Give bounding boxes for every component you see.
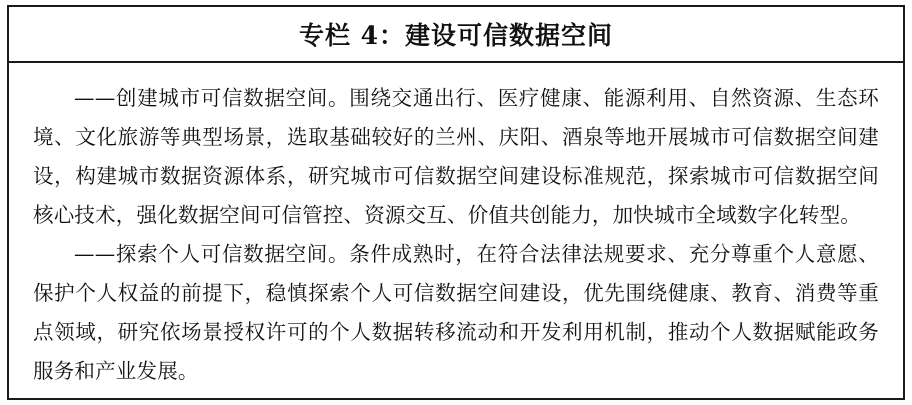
paragraph: ——探索个人可信数据空间。条件成熟时，在符合法律法规要求、充分尊重个人意愿、保护个人权益的前提下，稳慎探索个人可信数据空间建设，优先围绕健康、教育、消费等重点领域，研究依场景授权许可的个人数据转移流动和开发利用机制，推动个人数据赋能政务服务和产业发展。 <box>33 242 879 383</box>
callout-box-title: 专栏 4：建设可信数据空间 <box>298 21 614 50</box>
paragraph: ——创建城市可信数据空间。围绕交通出行、医疗健康、能源利用、自然资源、生态环境、文化旅游等典型场景，选取基础较好的兰州、庆阳、酒泉等地开展城市可信数据空间建设，构建城市数据资源体系，研究城市可信数据空间建设标准规范，探索城市可信数据空间核心技术，强化数据空间可信管控、资源交互、价值共创能力，加快城市全域数字化转型。 <box>33 86 879 227</box>
callout-box-header <box>9 7 903 63</box>
callout-box-body <box>9 63 903 401</box>
callout-box <box>7 5 905 400</box>
